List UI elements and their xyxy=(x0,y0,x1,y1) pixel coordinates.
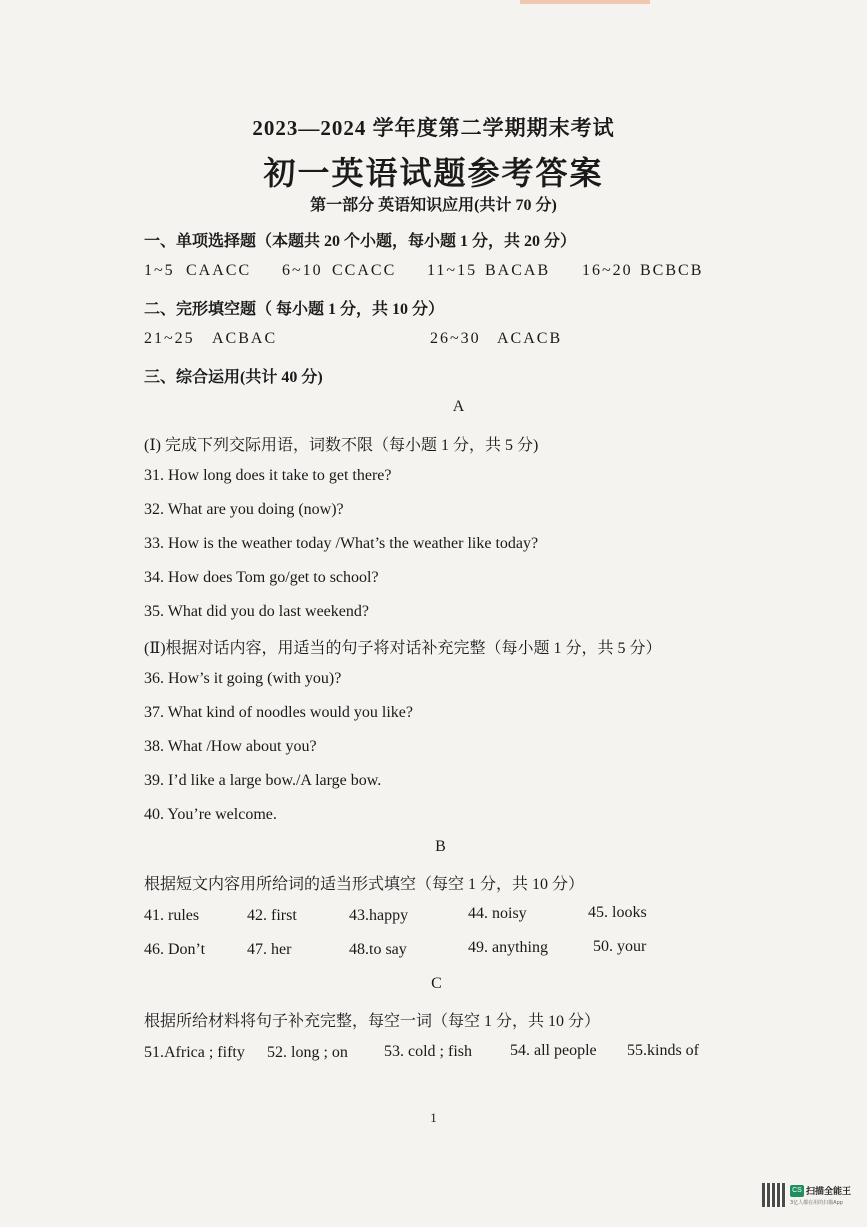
fill-answer: 51.Africa ; fifty xyxy=(144,1044,245,1061)
mcq-answers: CCACC xyxy=(332,262,397,279)
section3-title: 三、综合运用(共计 40 分) xyxy=(144,369,323,386)
cloze-answers: ACBAC xyxy=(212,330,278,347)
fill-answer: 52. long ; on xyxy=(267,1044,348,1061)
fill-answer: 43.happy xyxy=(349,907,409,924)
fill-answer: 45. looks xyxy=(588,904,647,921)
answer-line: 36. How’s it going (with you)? xyxy=(144,670,342,687)
answer-line: 37. What kind of noodles would you like? xyxy=(144,704,413,721)
answer-line: 35. What did you do last weekend? xyxy=(144,603,369,620)
mcq-range: 11~15 xyxy=(427,262,478,279)
part-c-title: 根据所给材料将句子补充完整，每空一词（每空 1 分，共 10 分） xyxy=(144,1013,601,1030)
answer-line: 33. How is the weather today /What’s the weather like today? xyxy=(144,535,539,552)
answer-line: 40. You’re welcome. xyxy=(144,806,277,823)
exam-title: 2023—2024 学年度第二学期期末考试 xyxy=(252,116,615,140)
fill-answer: 50. your xyxy=(593,938,647,955)
scanner-watermark: 扫描全能王 xyxy=(806,1187,852,1197)
fill-answer: 44. noisy xyxy=(468,905,527,922)
cloze-answers: ACACB xyxy=(497,330,563,347)
part-a-sub2-title: (Ⅱ)根据对话内容，用适当的句子将对话补充完整（每小题 1 分，共 5 分） xyxy=(144,640,662,657)
fill-answer: 54. all people xyxy=(510,1042,597,1059)
page-number: 1 xyxy=(430,1110,437,1125)
answer-line: 34. How does Tom go/get to school? xyxy=(144,569,379,586)
mcq-answers: BACAB xyxy=(485,262,551,279)
answer-line: 39. I’d like a large bow./A large bow. xyxy=(144,772,382,789)
answer-line: 38. What /How about you? xyxy=(144,738,317,755)
qr-code-icon xyxy=(762,1183,786,1207)
answer-line: 31. How long does it take to get there? xyxy=(144,467,392,484)
fill-answer: 48.to say xyxy=(349,941,407,958)
part-b-letter: B xyxy=(435,838,446,855)
scanner-logo-icon: CS xyxy=(790,1185,804,1197)
main-title: 初一英语试题参考答案 xyxy=(263,155,604,191)
mcq-range: 1~5 xyxy=(144,262,175,279)
part-b-title: 根据短文内容用所给词的适当形式填空（每空 1 分，共 10 分） xyxy=(144,876,585,893)
answer-line: 32. What are you doing (now)? xyxy=(144,501,344,518)
mcq-range: 16~20 xyxy=(582,262,633,279)
mcq-answers: BCBCB xyxy=(640,262,704,279)
section2-title: 二、完形填空题（ 每小题 1 分，共 10 分） xyxy=(144,301,445,318)
part-c-letter: C xyxy=(431,975,442,992)
section1-title: 一、单项选择题（本题共 20 个小题，每小题 1 分，共 20 分） xyxy=(144,233,577,250)
cloze-range: 26~30 xyxy=(430,330,481,347)
fill-answer: 42. first xyxy=(247,907,297,924)
fill-answer: 53. cold ; fish xyxy=(384,1043,472,1060)
fill-answer: 46. Don’t xyxy=(144,941,206,958)
fill-answer: 49. anything xyxy=(468,939,548,956)
mcq-answers: CAACC xyxy=(186,262,252,279)
fill-answer: 55.kinds of xyxy=(627,1042,699,1059)
top-edge-strip xyxy=(520,0,650,4)
fill-answer: 41. rules xyxy=(144,907,200,924)
mcq-range: 6~10 xyxy=(282,262,323,279)
scanner-watermark-sub: 3亿人都在用的扫描App xyxy=(790,1200,843,1206)
fill-answer: 47. her xyxy=(247,941,292,958)
part-title: 第一部分 英语知识应用(共计 70 分) xyxy=(310,197,557,214)
part-a-letter: A xyxy=(452,398,465,415)
cloze-range: 21~25 xyxy=(144,330,195,347)
part-a-sub1-title: (Ⅰ) 完成下列交际用语，词数不限（每小题 1 分，共 5 分) xyxy=(144,437,539,454)
